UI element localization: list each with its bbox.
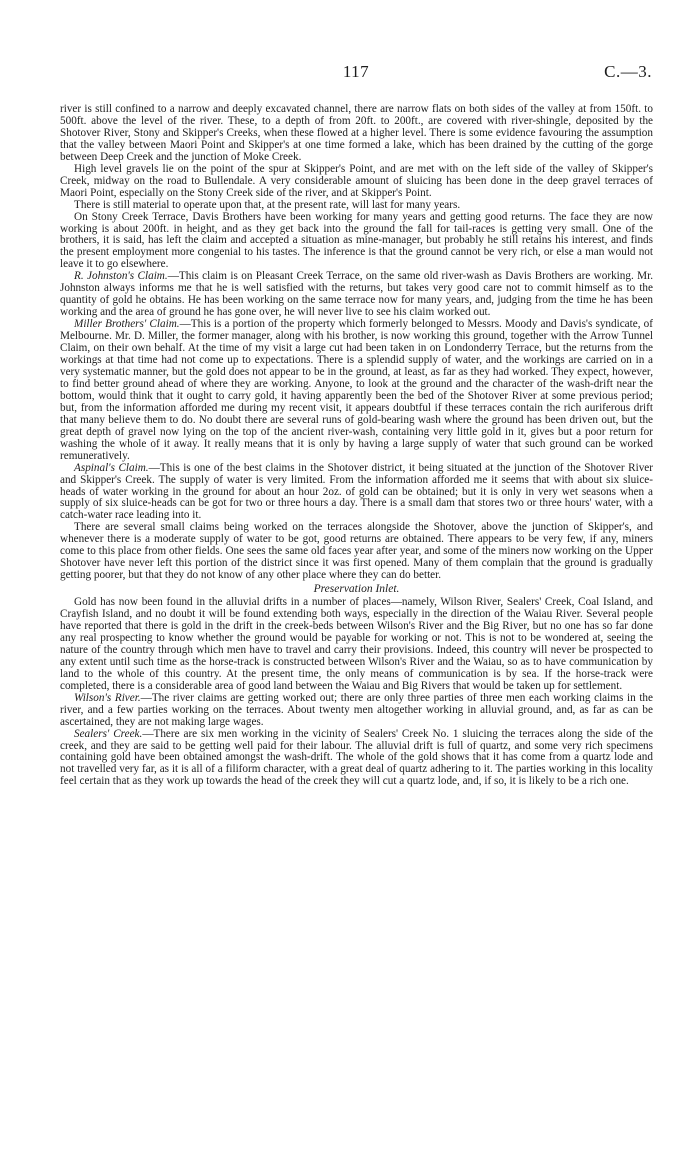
- paragraph-lead: Sealers' Creek.: [74, 727, 143, 740]
- page-number: 117: [342, 62, 370, 81]
- paragraph-lead: Wilson's River.: [74, 691, 141, 704]
- page-header: [60, 62, 652, 86]
- paragraph: There are several small claims being worked on the terraces alongside the Shotover, above the junction of Skipper's, and whenever there is a moderate supply of water to be got, good returns are obtained. There appears to be very few, if any, miners come to this place from other fields. One sees the same old faces year after year, and some of the miners now working on the Upper Shotover have never left this portion of the district since it was first opened. Many of them complain that the ground is gradually getting poorer, but that they do not know of any other place where they can do better.: [60, 521, 653, 582]
- paragraph: High level gravels lie on the point of the spur at Skipper's Point, and are met with on the left side of the valley of Skipper's Creek, midway on the road to Bullendale. A very considerable amount of sluicing has been done in the deep gravel terraces of Maori Point, especially on the Stony Creek side of the river, and at Skipper's Point.: [60, 162, 653, 199]
- section-heading: Preservation Inlet.: [313, 583, 400, 596]
- paragraph: Gold has now been found in the alluvial drifts in a number of places—namely, Wilson River, Sealers' Creek, Coal Island, and Crayfish Island, and no doubt it will be found extending both ways, especially in the direction of the Waiau River. Several people have reported that there is gold in the drift in the creek-beds between Wilson's River and the Big River, but no one has so far done any real prospecting to know whether the ground would be payable for working or not. This is not to be wondered at, seeing the nature of the country through which men have to travel and carry their provisions. Indeed, this country will never be prospected to any extent until such time as the horse-track is constructed between Wilson's River and the Waiau, so as to have communication by land to the whole of this country. At the present time, the only means of communication is by sea. If the horse-track were completed, there is a considerable area of good land between the Waiau and Big Rivers that would be taken up for settlement.: [60, 596, 653, 692]
- paragraph-wilsons-river: Wilson's River.—The river claims are getting worked out; there are only three parties of three men each working claims in the river, and a few parties working on the terraces. About twenty men altogether working in alluvial ground, and, as far as can be ascertained, they are not making large wages.: [60, 691, 653, 728]
- paragraph-lead: R. Johnston's Claim.: [74, 270, 168, 283]
- paragraph-miller-brothers-claim: Miller Brothers' Claim.—This is a portion of the property which formerly belonged to Messrs. Moody and Davis's syndicate, of Melbourne. Mr. D. Miller, the former manager, along with his brother, is now working this ground, together with the Arrow Tunnel Claim, on their own behalf. At the time of my visit a large cut had been taken in on Londonderry Terrace, but the returns from the workings at that time had not come up to expectations. There is a splendid supply of water, and the workings are carried on in a very systematic manner, but the gold does not appear to be in the ground, at least, as far as they had worked. They expect, however, to find better ground ahead of where they are working. Anyone, to look at the ground and the character of the wash-drift near the bottom, would think that it ought to carry gold, it having apparently been the bed of the Shotover River at some previous period; but, from the information afforded me during my recent visit, it appears doubtful if these terraces contain the rich auriferous drift that many believe them to do. No doubt there are several runs of gold-bearing wash where the ground has been driven out, but the great depth of gravel now lying on the top of the ancient river-wash, containing very little gold in it, gives but a poor return for washing the whole of it away. It really means that it is only by having a large supply of water that such ground can be worked remuneratively.: [60, 318, 653, 462]
- paragraph: On Stony Creek Terrace, Davis Brothers have been working for many years and getting good returns. The face they are now working is about 200ft. in height, and as they get back into the ground the fall for tail-races is getting very small. One of the brothers, it is said, has left the claim and accepted a situation as mine-manager, but probably he still retains his interest, and finds the present employment more congenial to his tastes. The inference is that the ground cannot be very rich, or else a man would not leave it to go elsewhere.: [60, 210, 653, 271]
- paragraph-sealers-creek: Sealers' Creek.—There are six men working in the vicinity of Sealers' Creek No. 1 sluicing the terraces along the side of the creek, and they are said to be getting well paid for their labour. The alluvial drift is full of quartz, and some very rich specimens containing gold have been obtained amongst the wash-drift. The whole of the gold shows that it has come from a quartz lode and not travelled very far, as it is all of a filiform character, with a great deal of quartz adhering to it. The parties working in this locality feel certain that as they work up towards the head of the creek they will cut a quartz lode, and, if so, it is likely to be a rich one.: [60, 727, 653, 788]
- document-reference: C.—3.: [604, 62, 652, 81]
- paragraph-lead: Aspinal's Claim.: [74, 461, 149, 474]
- paragraph-aspinals-claim: Aspinal's Claim.—This is one of the best claims in the Shotover district, it being situated at the junction of the Shotover River and Skipper's Creek. The supply of water is very limited. From the information afforded me it seems that with about six sluice-heads of water working in the ground for about an hour 2oz. of gold can be obtained; but it is only in very wet seasons when a supply of six sluice-heads can be got for two or three hours a day. There is a small dam that stores two or three hours' water, with a catch-water race leading into it.: [60, 461, 653, 522]
- paragraph-r-johnstons-claim: R. Johnston's Claim.—This claim is on Pleasant Creek Terrace, on the same old river-wash as Davis Brothers are working. Mr. Johnston always informs me that he is well satisfied with the returns, but takes very good care not to commit himself as to the quantity of gold he obtains. He has been working on the same terrace now for many years, and, judging from the time he has been working and the area of ground he has gone over, he will never live to see his claim worked out.: [60, 270, 653, 319]
- paragraph: river is still confined to a narrow and deeply excavated channel, there are narrow flats on both sides of the valley at from 150ft. to 500ft. above the level of the river. These, to a depth of from 20ft. to 200ft., are covered with river-shingle, deposited by the Shotover River, Stony and Skipper's Creeks, when these flowed at a higher level. There is some evidence favouring the assumption that the valley between Maori Point and Skipper's at one time formed a lake, which has been drained by the cutting of the gorge between Deep Creek and the junction of Moke Creek.: [60, 103, 653, 163]
- paragraph: There is still material to operate upon that, at the present rate, will last for many years.: [74, 198, 461, 211]
- paragraph-lead: Miller Brothers' Claim.: [74, 318, 180, 331]
- body-text: [60, 104, 653, 788]
